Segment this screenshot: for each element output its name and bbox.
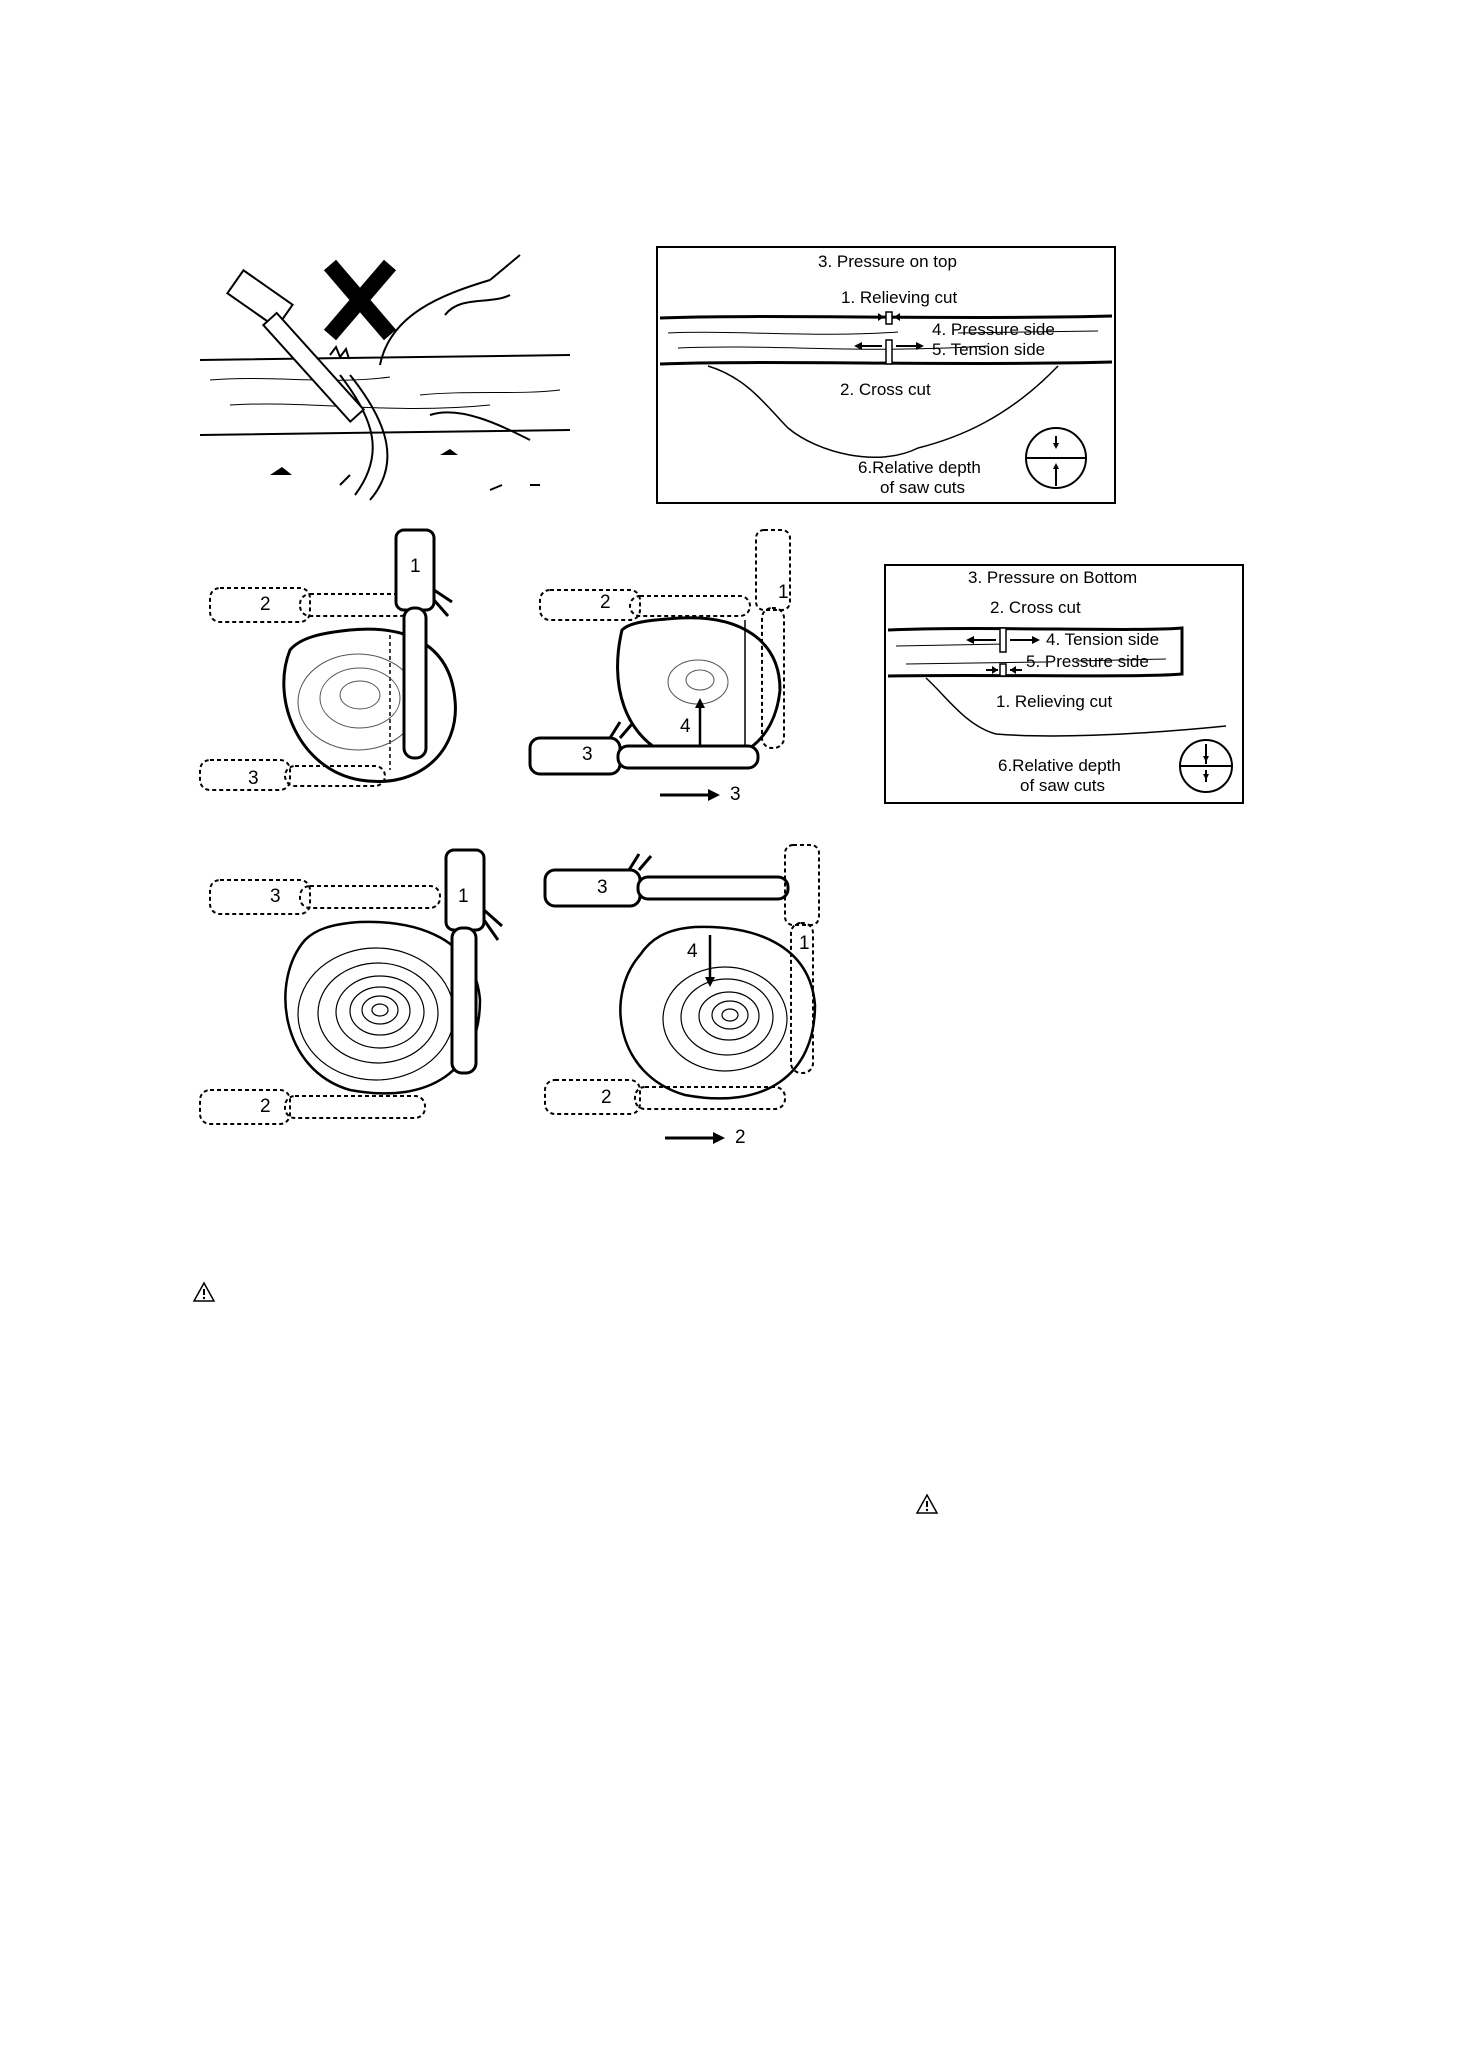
label-tension-side: 5. Tension side <box>932 340 1046 359</box>
label-pressure-on-top: 3. Pressure on top <box>818 252 957 271</box>
arrow-label: 2 <box>735 1127 746 1148</box>
arrow-label: 3 <box>730 784 741 805</box>
step-number: 1 <box>778 582 789 603</box>
label-relative-depth: 6.Relative depth <box>998 756 1121 775</box>
prohibited-cut-illustration <box>190 255 580 505</box>
step-number: 2 <box>600 592 611 613</box>
warning-icon <box>916 1494 938 1514</box>
prohibited-x-icon <box>330 265 390 335</box>
step-number: 4 <box>687 941 698 962</box>
saw-step-b <box>530 530 820 815</box>
saw-step-c <box>200 850 510 1140</box>
step-number: 3 <box>270 886 281 907</box>
label-of-saw-cuts: of saw cuts <box>880 478 966 497</box>
step-number: 2 <box>601 1087 612 1108</box>
label-cross-cut: 2. Cross cut <box>840 380 931 399</box>
label-pressure-side: 5. Pressure side <box>1026 652 1149 671</box>
step-number: 4 <box>680 716 691 737</box>
saw-step-d <box>545 845 855 1155</box>
label-tension-side: 4. Tension side <box>1046 630 1160 649</box>
label-relieving-cut: 1. Relieving cut <box>996 692 1113 711</box>
step-number: 1 <box>458 886 469 907</box>
label-pressure-on-bottom: 3. Pressure on Bottom <box>968 568 1138 587</box>
saw-step-a <box>200 530 480 800</box>
step-number: 2 <box>260 1096 271 1117</box>
step-number: 1 <box>410 556 421 577</box>
label-pressure-side: 4. Pressure side <box>932 320 1055 339</box>
diagram-pressure-on-bottom <box>884 564 1244 804</box>
label-relative-depth: 6.Relative depth <box>858 458 981 477</box>
step-number: 2 <box>260 594 271 615</box>
warning-icon <box>193 1282 215 1302</box>
step-number: 3 <box>582 744 593 765</box>
label-of-saw-cuts: of saw cuts <box>1020 776 1106 795</box>
step-number: 3 <box>248 768 259 789</box>
label-relieving-cut: 1. Relieving cut <box>841 288 958 307</box>
step-number: 3 <box>597 877 608 898</box>
label-cross-cut: 2. Cross cut <box>990 598 1081 617</box>
step-number: 1 <box>799 933 810 954</box>
diagram-pressure-on-top <box>656 246 1116 504</box>
